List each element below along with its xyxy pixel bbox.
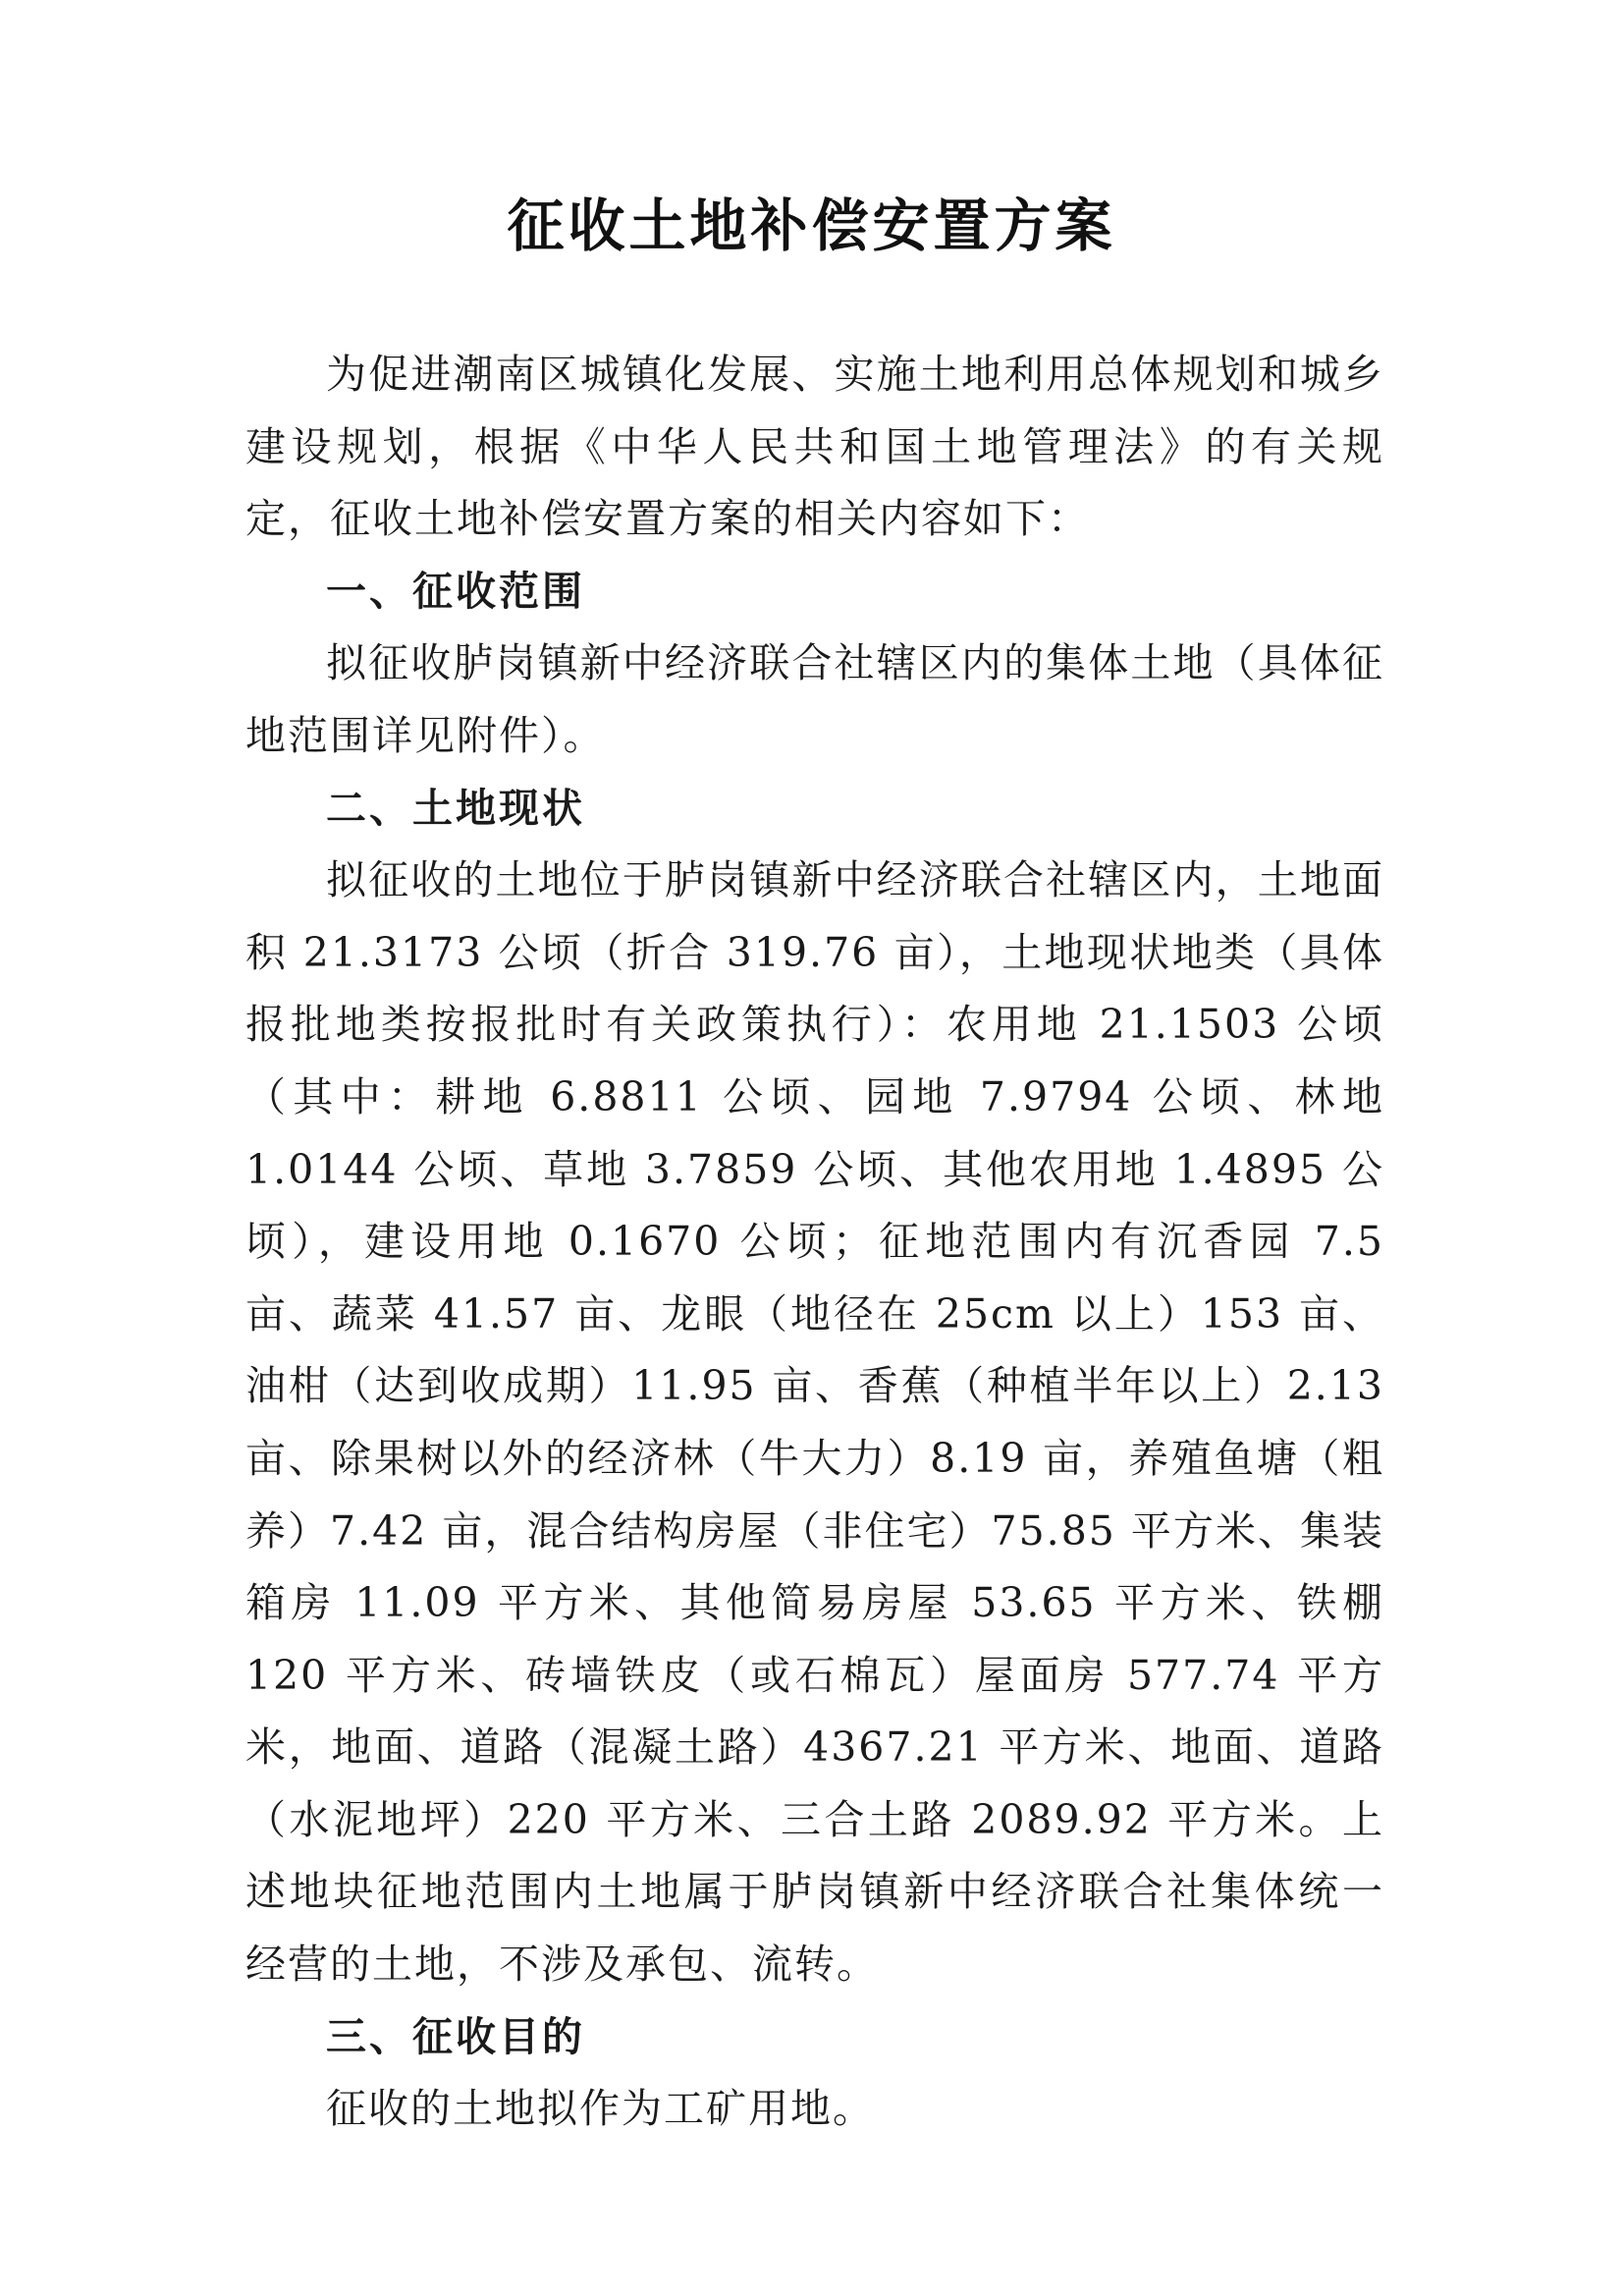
section-heading-purpose: 三、征收目的 [326, 2012, 585, 2060]
document-body [245, 339, 1384, 2146]
section-paragraph-purpose: 征收的土地拟作为工矿用地。 [326, 2085, 875, 2133]
section-paragraph-scope: 拟征收胪岗镇新中经济联合社辖区内的集体土地（具体征地范围详见附件）。 [245, 639, 1384, 759]
section-heading-scope: 一、征收范围 [326, 567, 585, 615]
document-title: 征收土地补偿安置方案 [507, 192, 1116, 259]
section-heading-land-status: 二、土地现状 [326, 784, 585, 832]
intro-paragraph: 为促进潮南区城镇化发展、实施土地利用总体规划和城乡建设规划，根据《中华人民共和国土地管理法》的有关规定，征收土地补偿安置方案的相关内容如下： [245, 351, 1384, 543]
section-paragraph-land-status: 拟征收的土地位于胪岗镇新中经济联合社辖区内，土地面积 21.3173 公顷（折合 319.76 亩），土地现状地类（具体报批地类按报批时有关政策执行）：农用地 21.1503 公顷（其中：耕地 6.8811 公顷、园地 7.9794 公顷、林地 1.0144 公顷、草地 3.7859 公顷、其他农用地 1.4895 公顷），建设用地 0.1670 公顷；征地范围内有沉香园 7.5 亩、蔬菜 41.57 亩、龙眼（地径在 25cm 以上）153 亩、油柑（达到收成期）11.95 亩、香蕉（种植半年以上）2.13 亩、除果树以外的经济林（牛大力）8.19 亩，养殖鱼塘（粗养）7.42 亩，混合结构房屋（非住宅）75.85 平方米、集装箱房 11.09 平方米、其他简易房屋 53.65 平方米、铁棚 120 平方米、砖墙铁皮（或石棉瓦）屋面房 577.74 平方米，地面、道路（混凝土路）4367.21 平方米、地面、道路（水泥地坪）220 平方米、三合土路 2089.92 平方米。上述地块征地范围内土地属于胪岗镇新中经济联合社集体统一经营的土地，不涉及承包、流转。 [245, 856, 1384, 1989]
